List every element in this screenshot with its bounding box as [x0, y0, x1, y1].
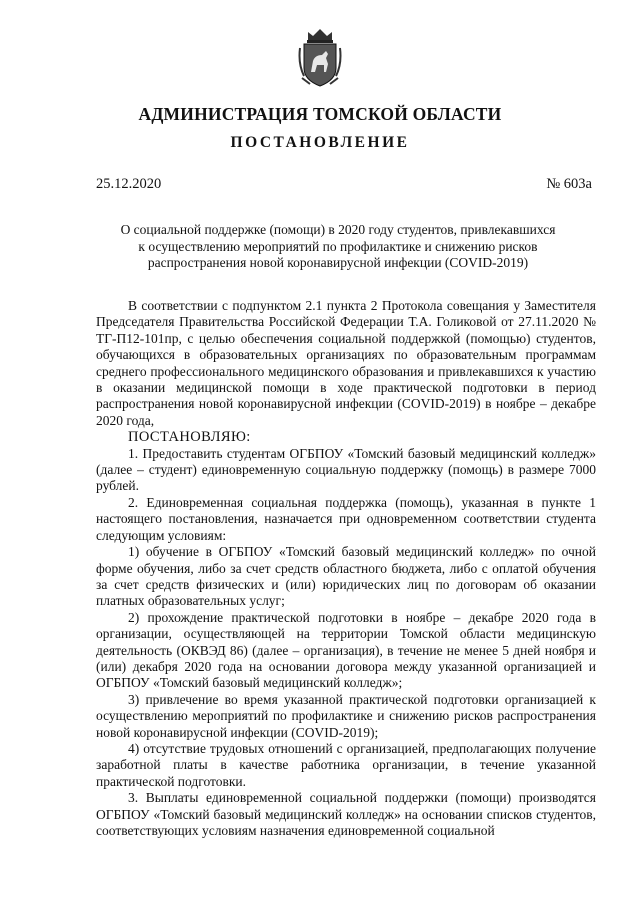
condition-paragraph: 4) отсутствие трудовых отношений с организацией, предполагающих получение заработной платы в качестве работника организации, в течение указанной практической подготовки. [96, 740, 596, 789]
document-title [100, 222, 576, 272]
title-line: распространения новой коронавирусной инфекции (COVID-2019) [147, 255, 529, 270]
condition-paragraph: 3) привлечение во время указанной практической подготовки организацией к осуществлению мероприятий по профилактике и снижению рисков распространения новой коронавирусной инфекции (COVID-2019); [96, 691, 596, 740]
condition-paragraph: 2) прохождение практической подготовки в ноябре – декабре 2020 года в организации, осуществляющей на территории Томской области медицинскую деятельность (ОКВЭД 86) (далее – организация), в течение не менее 5 дней ноября и (или) декабря 2020 года на основании договора между указанной организацией и ОГБПОУ «Томский базовый медицинский колледж»; [96, 609, 596, 691]
clause-paragraph: 1. Предоставить студентам ОГБПОУ «Томский базовый медицинский колледж» (далее – студент) единовременную социальную поддержку (помощь) в размере 7000 рублей. [96, 445, 596, 494]
document-body [96, 298, 596, 839]
document-type: ПОСТАНОВЛЕНИЕ [230, 134, 410, 151]
clause-paragraph: 3. Выплаты единовременной социальной поддержки (помощи) производятся ОГБПОУ «Томский базовый медицинский колледж» на основании списков студентов, соответствующих условиям назначения единовременной социальной [96, 790, 596, 838]
title-line: О социальной поддержке (помощи) в 2020 году студентов, привлекавшихся [120, 222, 556, 237]
condition-paragraph: 1) обучение в ОГБПОУ «Томский базовый медицинский колледж» по очной форме обучения, либо за счет средств областного бюджета, либо с оплатой обучения за счет средств физических и (или) юридических лиц по договорам об оказании платных образовательных услуг; [96, 544, 596, 609]
preamble-paragraph: В соответствии с подпунктом 2.1 пункта 2 Протокола совещания у Заместителя Председателя Правительства Российской Федерации Т.А. Голиковой от 27.11.2020 № ТГ-П12-101пр, с целью обеспечения социальной поддержкой (помощью) студентов, обучающихся в образовательных организациях по образовательным программам среднего профессионального медицинского образования и привлекавшихся к участию в оказании медицинской помощи в ходе практической подготовки в период распространения новой коронавирусной инфекции (COVID-2019) в ноябре – декабре 2020 года, [96, 298, 596, 428]
clause-paragraph: 2. Единовременная социальная поддержка (помощь), указанная в пункте 1 настоящего постановления, назначается при одновременном соответствии студента следующим условиям: [96, 494, 596, 543]
document-date: 25.12.2020 [96, 176, 162, 192]
coat-of-arms-icon [298, 28, 342, 90]
organization-name: АДМИНИСТРАЦИЯ ТОМСКОЙ ОБЛАСТИ [138, 104, 502, 124]
decree-word: ПОСТАНОВЛЯЮ: [128, 429, 251, 446]
document-number: № 603а [546, 176, 592, 192]
title-line: к осуществлению мероприятий по профилактике и снижению рисков [138, 238, 538, 254]
